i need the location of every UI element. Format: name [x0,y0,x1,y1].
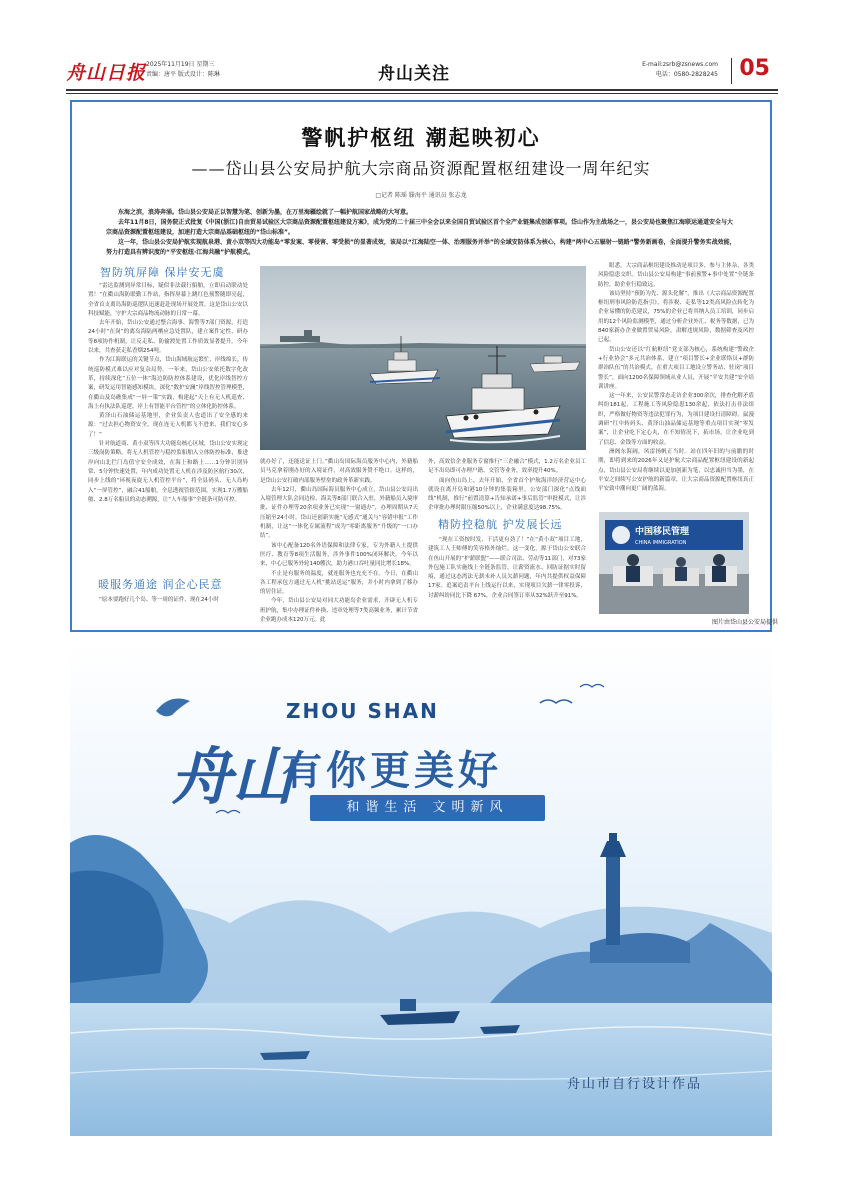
paragraph: 该局坚持“预防为先、源头化解”，推出《大宗商品资源配置枢纽刑事风险防范指引》，将涉税、走私等12类高风险点转化为企业易懂的防范建议，75%的企业已将其纳入员工培训，同步启用的12个风险监测模型，通过分析企业外汇、税务等数据，已为840家新办企业做置贸易风险，肃解违规风险，数据筛查及风控已起。 [598,290,754,344]
paragraph: 洲阁东海阔，风雷扬帆正当时。站在四年旧的与前瞻的时期，即将到来的2026年又是护航大宗商品配置枢纽建设的新起点，岱山县公安局将继续以更加创新为笔，以忠诚担当为墨，在平安之间续写公安护航的新篇章，让大宗商品资源配置枢纽真正平安致中潮向更广阔的蓝海。 [598,448,754,493]
immigration-office-illustration [599,512,749,614]
article-subheadline: ——岱山县公安局护航大宗商品资源配置枢纽建设一周年纪实 [191,159,651,178]
sign-text-en: CHINA IMMIGRATION [635,540,687,546]
column-1 [88,282,248,570]
column-3-continued [428,536,586,618]
paragraph: 黄泽山石油储运基地里，企业负责人也道出了安全感的来源：“过去担心物资安全，现在连无人机都飞不进来，我们安心多了！” [88,413,248,438]
paragraph: 外，高效信企业服务专窗推行“三企融合”模式，1.2万名企业员工足不出岛即可办理户籍、交管等业务，效率提升40%。 [428,459,586,475]
paragraph: “雷达监测到异常目标，疑似非法载行船舶，立即启动联动处置！”在衢山海防联勤工作站，指挥屏幕上跳红色预警随即亮起，全省首支离岛海防巡逻队迅速赶赴现场开展处置。这是岱山公安以科技赋能，守护大宗商品物流动脉的日常一幕。 [88,283,248,317]
paragraph: 作为江海联运的关键节点，岱山海域航运繁忙，岸线绵长，传统巡防模式难以应对复杂局势。一年来，岱山公安依托数字化改革，持续深化“五位一体”海边防防控体系建设，优化岸线智控方案，研发运用智能感知模块，深化“数护安澜”岸线智控管理模型，在衢山及岛礁集成“一屏一策”实践，构建起“天上有无人机巡查、海上有执法队巡逻、岸上有智能平台管控”的立体化防控体系。 [88,357,248,410]
header-rule [66,89,778,91]
column-3 [428,458,586,510]
paragraph: 眼悉，大宗商品枢纽建设推动是项目多，参与主体杂，各类风险隐患交织。岱山县公安局构建“事前预警+事中处置”全链条防控，助企业行稳致远。 [598,263,754,288]
paragraph: 去年12月，衢山岛国际海员服务中心成立，岱山县公安局出入境管理大队会同边检、海关等8部门联合入驻，外籍船员入境审批、证件办理等20余项业务已实现“一窗通办”，办理周期从7天压缩至24小时。岱山还创新实施“无感式”通关与“容错申报”工作机制，让这“一体化专属流程”成为“零距离服务”升级的“一口办结”。 [260,486,418,540]
lead-paragraph: 这一年，岱山县公安局护航实现航泉港、黄小双等四大功能岛“零发案、零侵害、零受损”的显著成效，该局以“江海陆空一体、治理服务并举”的全域安防体系为核心，构建“两中心五辐射一链路”警务新画卷，全面提升警务实战效能，努力打造具有辨识度的“平安枢纽·江海共融”护航模式。 [106,239,736,256]
promo-credit: 舟山市自行设计作品 [566,1077,702,1092]
page-number: 05 [739,56,770,81]
article-headline: 警帆护枢纽 潮起映初心 [301,125,541,150]
header-contact [642,60,718,80]
public-service-ad [70,643,772,1136]
sign-text: 中国移民管理 [635,527,690,537]
promo-tagline: 和谐生活 文明新风 [310,795,545,821]
lead-paragraph: 去年11月8日，国务院正式批复《中国(浙江)自由贸易试验区大宗商品资源配置枢纽建设方案》，成为党的二十届三中全会以来全国自贸试验区首个全产业链集成创新事项。岱山作为主战场之一，县公安局也聚焦江海联运通道安全与大宗商品资源配置枢纽建设，加速打造大宗商品基础枢纽的“岱山标准”。 [106,219,734,236]
paragraph: 不止是有服务的温度，就连服务也充充不在。今日，在衢山各工程承包方通过无人机“挑站送运”服务，并小时内拿到了移办的居住证。 [260,570,418,596]
patrol-boats-illustration [260,266,586,450]
paragraph: 去年开始，岱山公安通过整合海事、海警等7部门资源，打造24小时“在岗”的离岛海陆两栖应急处置队，建立案件定性、研办等8项协作机制，让反走私、防偷渡处置工作质效显著提升。今年以来，共查获走私香烟254吨。 [88,320,248,355]
paragraph: 该中心配备120名外语保障和法律专家，专为外籍人士提供医疗、教育等8项生活服务，涉外事件100%闭环解决。今年以来，中心已服务外轮140艘次，助力港口吞吐量同比增长18%。 [260,542,418,568]
promo-calligraphy: 舟山 [170,740,295,813]
paragraph: 今年，岱山县公安局对同大功能岛企业需求，开辟无人机专班护航，集中办理证件补换、违章处理等7类高频业务，累计节省企业跑办成本120万元。此 [260,598,418,624]
paragraph: “现在工资按时发，干活更有劲了！”在“黄小双”项目工地，建筑工人王师傅的笑容格外灿烂。这一变化，源于岱山公安联合在鱼山开展的“护薪联盟”——联合司法、劳动等11部门，对73家外包施工队实施线上全链条监管，让薪资流水、回防证据实时留痕，通过这态湾法无薪未补人员欠薪问题，年内共提供权益保障17家。追案追责平台上线运行以来，实现项目欠薪一律零投诉，讨薪纠纷同比下降 67%，企业合同签订率从32%跃升至91%。 [428,537,586,599]
section-title: 舟山关注 [378,64,450,84]
newspaper-logo: 舟山日报 [66,62,147,84]
section-heading-3: 精防控稳航 护发展长远 [438,518,563,531]
header-meta [146,60,220,80]
header-rule-thin [66,93,778,94]
article-byline: □记者 陈瑶 滕海平 通讯员 张志龙 [375,192,467,199]
photo-caption: 图片由岱山县公安局提供 [711,619,778,626]
article-lead [106,208,736,258]
paragraph: 针对航道商、黄小双等四大功能岛核心区域，岱山公安实现定三级岗防策略，将无人机管控与稳控监船舶入立体防控标准，推进岸向山北拦门岛值守安全成效，在海上和路上……1分钟识别异常、5分钟快速处置，年内成功处置无人机在涉及防区航行30次，同步上线的“环视夜旋无人机管控平台”，将全县码头、无人岛屿入“一屏管控”，融合41船舶，全息透视管辖范围，实现1.7万艘船舶、2.8万名船员的动态溯源，让“人车船事”全链条可防可控。 [88,441,248,503]
page-number-divider [731,58,732,84]
promo-slogan: 有你更美好 [282,748,502,794]
email-line: E-mail:zsrb@zsnews.com [642,61,718,68]
issue-date: 2025年11月19日 星期三 [146,61,215,68]
photo-immigration-office [599,512,749,614]
phone-line: 电话：0580-2828245 [655,71,718,78]
photo-patrol-boats [260,266,586,450]
paragraph: “原本要跑好几个岛、等一周的证件，现在24小时 [99,597,219,603]
paragraph: 就办好了，还能送证上门。”衢山岛国际海员服务中心内，外籍船员马克拿着刚办好的入境证件，对高效服务赞不绝口。这样的，是岱山公安打破内部服务壁垒的政务革新实践。 [260,459,418,484]
column-1-continued [88,596,248,616]
paragraph: 这一年来，公安民警常态走访企业300余次，排查化解矛盾纠纷181起，工程施工等风险隐患130余起，依法打击非法组织，严格做好物资等违法犯罪行为，为项目建设扫清障碍。鼠漫调研“红中转码头、黄泽山油品储运基地等重点项目实现“零发案”，让企业吃下定心丸，在不知情况下，拓市场，让企业吃到了信息、金钱等方面的收益。 [598,393,754,446]
masthead [66,56,778,92]
promo-english-title: ZHOU SHAN [286,699,439,723]
column-2 [260,458,418,624]
article-frame [70,100,778,632]
section-heading-1: 智防筑屏障 保岸安无虞 [100,266,225,279]
column-4 [598,262,754,506]
lighthouse-icon [606,853,620,945]
section-heading-2: 暖服务通途 润企心民意 [98,578,223,591]
lead-paragraph: 东海之滨，浪涛奔涌。岱山县公安局正以智慧为笔、创新为墨，在万里海疆绘就了一幅护航国家战略的大写意。 [118,209,413,216]
paragraph: 岱山公安还以“红航枢纽”党支部为核心，系统构建“警政企+行业协会”多元共治体系，建立“项目警长+企业联络员+群防群治队伍”的共治模式，在重大项目工地设立警务站、驻岗“项目警长”，面向1200名保障领域从业人员，开展“平安共建”安全培训讲座。 [598,346,754,390]
paragraph: 面向鱼山岛上，去年开始，全省首个护航海洋经济营运中心就设在离开岛和港10分钟的集装箱里。公安部门深化“点线面线”机制，推行“前置清算+告知承诺+事后监管”审批模式，让涉企审批办理时限压缩50%以上，企业满意度达98.75%。 [428,477,586,512]
editors-line: 责编：唐平 版式设计：陈琳 [146,71,220,78]
